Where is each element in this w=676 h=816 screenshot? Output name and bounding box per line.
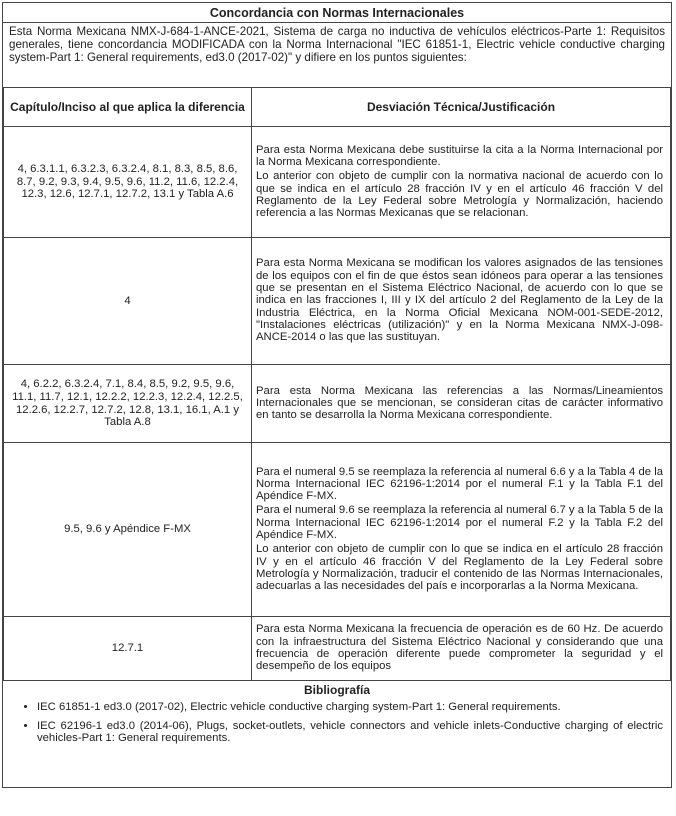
bibliography-section [3,681,671,787]
bibliography-item: • IEC 62196-1 ed3.0 (2014-06), Plugs, socket-outlets, vehicle connectors and vehicle inlets-Conductive charging of electric vehicles-Part 1: General requirements. [37,720,663,745]
deviation-column-header: Desviación Técnica/Justificación [252,88,671,127]
deviation-paragraph: Para el numeral 9.5 se reemplaza la referencia al numeral 6.6 y a la Tabla 4 de la Norma Internacional IEC 62196-1:2014 por el numeral F.1 y la Tabla F.1 del Apéndice F-MX. [256,465,663,503]
table-row [4,365,671,443]
deviation-paragraph: Para el numeral 9.6 se reemplaza la referencia al numeral 6.7 y a la Tabla 5 de la Norma Internacional IEC 62196-1:2014 por el numeral F.2 y la Tabla F.2 del Apéndice F-MX. [256,504,663,541]
concordance-document [2,2,672,788]
table-row [4,443,671,617]
deviation-table [3,87,671,681]
bibliography-item: • IEC 61851-1 ed3.0 (2017-02), Electric vehicle conductive charging system-Part 1: General requirements. [37,701,663,714]
table-header-row [4,88,671,127]
deviation-cell [252,443,671,617]
deviation-paragraph: Para esta Norma Mexicana la frecuencia de operación es de 60 Hz. De acuerdo con la infraestructura del Sistema Eléctrico Nacional y considerando que una frecuencia de operación diferente puede comprometer la seguridad y el desempeño de los equipos [256,623,663,673]
deviation-cell [252,617,671,681]
bibliography-title: Bibliografía [303,683,370,697]
chapter-cell: 4, 6.2.2, 6.3.2.4, 7.1, 8.4, 8.5, 9.2, 9.5, 9.6, 11.1, 11.7, 12.1, 12.2.2, 12.2.3, 12.2.4, 12.2.5, 12.2.6, 12.2.7, 12.7.2, 12.8, 13.1, 16.1, A.1 y Tabla A.8 [4,365,252,443]
deviation-cell [252,127,671,238]
deviation-cell [252,365,671,443]
deviation-paragraph: Lo anterior con objeto de cumplir con la normativa nacional de acuerdo con lo que se indica en el artículo 28 fracción IV y en el artículo 46 fracción V del Reglamento de la Ley Federal sobre Metrología y Normalización, haciendo referencia a las Normas Mexicanas que se relacionan. [256,170,663,220]
bibliography-list [3,701,671,745]
section-title: Concordancia con Normas Internacionales [3,3,671,23]
deviation-paragraph: Lo anterior con objeto de cumplir con lo que se indica en el artículo 28 fracción IV y en el artículo 46 fracción V del Reglamento de la Ley Federal sobre Metrología y Normalización, traducir el contenido de las Normas Internacionales, adecuarlas a las necesidades del país e incorporarlas a la Norma Mexicana. [256,543,663,593]
chapter-cell: 9.5, 9.6 y Apéndice F-MX [4,443,252,617]
deviation-paragraph: Para esta Norma Mexicana las referencias a las Normas/Lineamientos Internacionales que se mencionan, se consideran citas de carácter informativo en tanto se desarrolla la Norma Mexicana correspondiente. [256,384,663,422]
chapter-cell: 4, 6.3.1.1, 6.3.2.3, 6.3.2.4, 8.1, 8.3, 8.5, 8.6, 8.7, 9.2, 9.3, 9.4, 9.5, 9.6, 11.2, 11.6, 12.2.4, 12.3, 12.6, 12.7.1, 12.7.2, 13.1 y Tabla A.6 [4,127,252,238]
table-row [4,127,671,238]
deviation-paragraph: Para esta Norma Mexicana se modifican los valores asignados de las tensiones de los equipos con el fin de que éstos sean idóneos para operar a las tensiones que se presentan en el Sistema Eléctrico Nacional, de acuerdo con lo que se indica en las fracciones I, III y IX del artículo 2 del Reglamento de la Ley de la Industria Eléctrica, en la Norma Oficial Mexicana NOM-001-SEDE-2012, "Instalaciones eléctricas (utilización)" y en la Norma Mexicana NMX-J-098-ANCE-2014 o las que las sustituyan. [256,257,663,344]
table-row [4,238,671,365]
deviation-paragraph: Para esta Norma Mexicana debe sustituirse la cita a la Norma Internacional por la Norma Mexicana correspondiente. [256,143,663,168]
deviation-cell [252,238,671,365]
chapter-column-header: Capítulo/Inciso al que aplica la diferencia [4,88,252,127]
intro-paragraph: Esta Norma Mexicana NMX-J-684-1-ANCE-2021, Sistema de carga no inductiva de vehículos eléctricos-Parte 1: Requisitos generales, tiene concordancia MODIFICADA con la Norma Internacional "IEC 61851-1, Electric vehicle conductive charging system-Part 1: General requirements, ed3.0 (2017-02)" y difiere en los puntos siguientes: [9,25,665,65]
chapter-cell: 4 [4,238,252,365]
chapter-cell: 12.7.1 [4,617,252,681]
table-row [4,617,671,681]
